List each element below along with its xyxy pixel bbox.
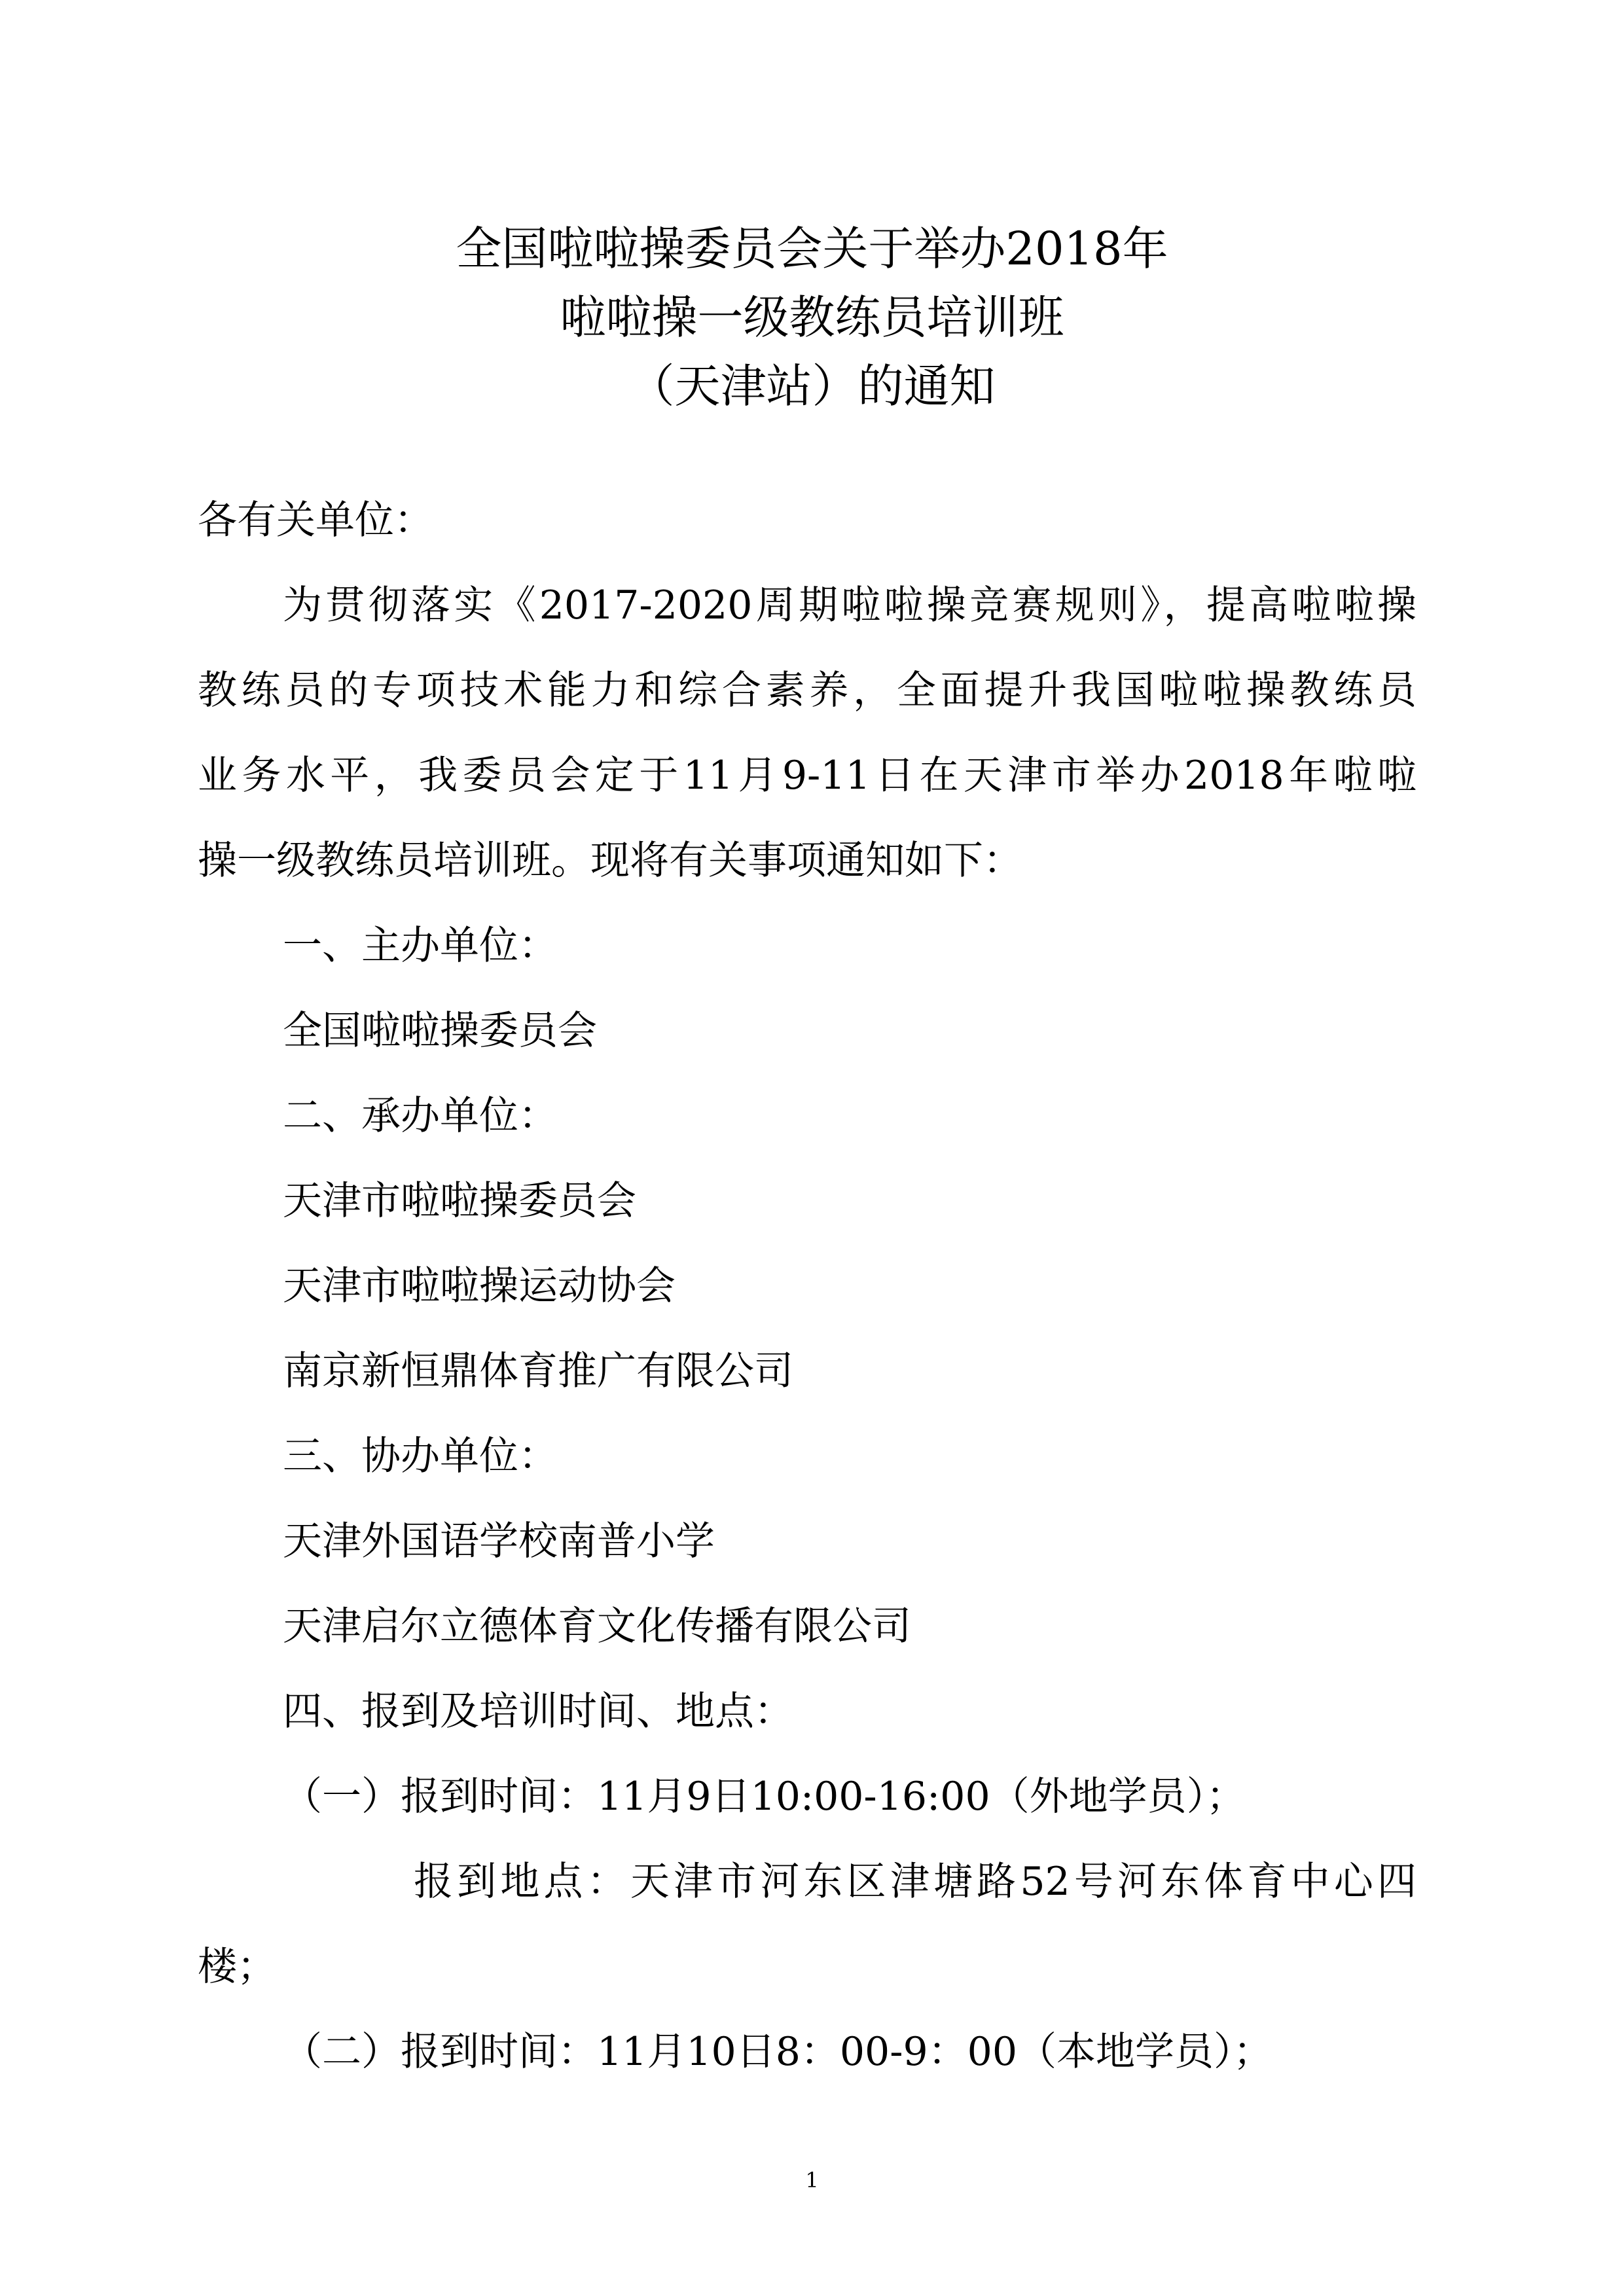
intro-line-1: 为贯彻落实《2017-2020周期啦啦操竞赛规则》，提高啦啦操 <box>283 583 1416 628</box>
intro-line-3: 业务水平，我委员会定于11月9-11日在天津市举办2018年啦啦 <box>198 753 1416 798</box>
section-3-item: 天津外国语学校南普小学 <box>283 1518 715 1564</box>
title-line-3: （天津站）的通知 <box>628 359 996 413</box>
registration-1-time: （一）报到时间：11月9日10:00-16:00（外地学员）； <box>283 1774 1246 1820</box>
section-3-item: 天津启尔立德体育文化传播有限公司 <box>283 1604 911 1649</box>
section-2-item: 天津市啦啦操委员会 <box>283 1178 636 1224</box>
intro-line-2: 教练员的专项技术能力和综合素养，全面提升我国啦啦操教练员 <box>198 668 1416 713</box>
registration-1-place: 报到地点：天津市河东区津塘路52号河东体育中心四 <box>414 1859 1416 1905</box>
registration-1-place-continued: 楼； <box>198 1944 276 1990</box>
page-number: 1 <box>805 2168 819 2193</box>
title-line-1: 全国啦啦操委员会关于举办2018年 <box>456 222 1168 276</box>
section-2-item: 南京新恒鼎体育推广有限公司 <box>283 1348 793 1394</box>
salutation: 各有关单位： <box>198 497 433 543</box>
title-line-2: 啦啦操一级教练员培训班 <box>560 291 1064 344</box>
section-2-item: 天津市啦啦操运动协会 <box>283 1263 676 1309</box>
section-3-heading: 三、协办单位： <box>283 1433 558 1479</box>
registration-2-time: （二）报到时间：11月10日8：00-9：00（本地学员）； <box>283 2029 1273 2075</box>
section-4-heading: 四、报到及培训时间、地点： <box>283 1689 793 1734</box>
section-2-heading: 二、承办单位： <box>283 1093 558 1139</box>
intro-line-4: 操一级教练员培训班。现将有关事项通知如下： <box>198 838 1022 884</box>
section-1-item: 全国啦啦操委员会 <box>283 1008 597 1054</box>
section-1-heading: 一、主办单位： <box>283 923 558 969</box>
